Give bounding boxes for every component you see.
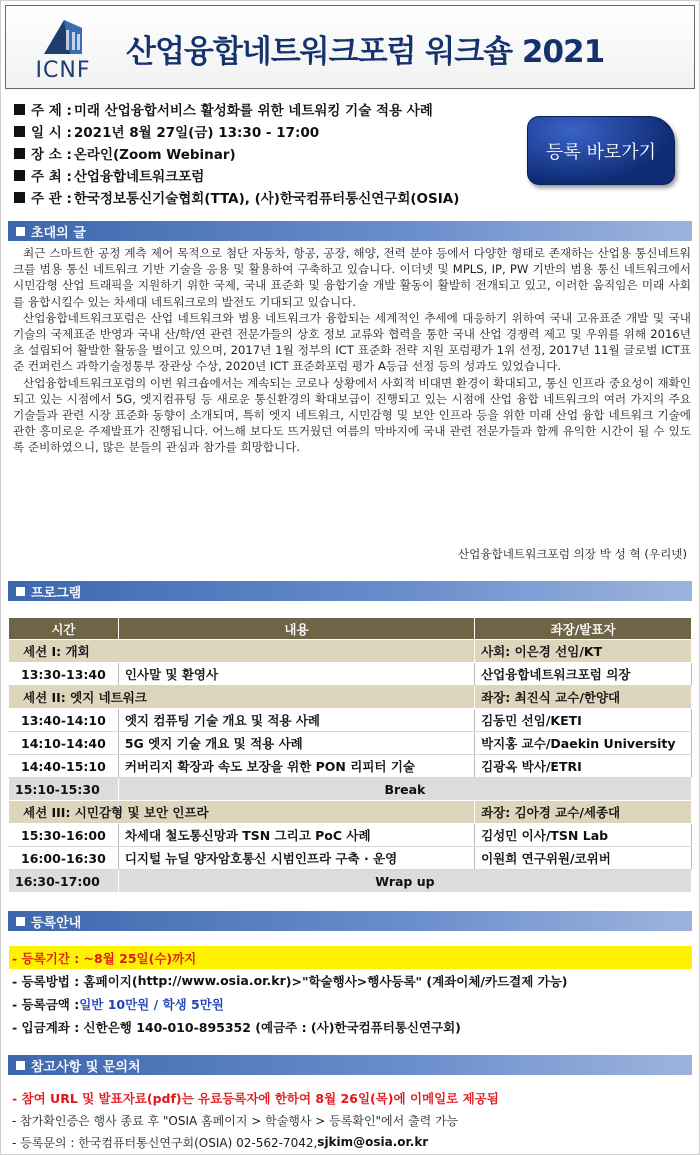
certificate-line: - 참가확인증은 행사 종료 후 "OSIA 홈페이지 > 학술행사 > 등록확인"에서 출력 가능: [12, 1113, 459, 1128]
table-row: [9, 755, 692, 778]
building-logo-icon: [24, 14, 102, 60]
row-content: 디지털 뉴딜 양자암호통신 시범인프라 구축 · 운영: [118, 847, 474, 870]
row-content: 5G 엣지 기술 개요 및 적용 사례: [118, 732, 474, 755]
logo-text: ICNF: [35, 58, 91, 83]
table-row-break: [9, 778, 692, 801]
row-speaker: 김성민 이사/TSN Lab: [475, 824, 692, 847]
header-content: 내용: [118, 618, 474, 640]
bullet-square-icon: [14, 104, 25, 115]
session-chair: 좌장: 최진식 교수/한양대: [475, 686, 692, 709]
info-host: 주 최 : 산업융합네트워크포럼: [14, 164, 524, 186]
session-title: 세션 II: 엣지 네트워크: [9, 686, 475, 709]
row-content: 인사말 및 환영사: [118, 663, 474, 686]
row-speaker: 이원희 연구위원/코위버: [475, 847, 692, 870]
bullet-square-icon: [16, 227, 25, 236]
header-banner: [5, 5, 695, 89]
event-info: [14, 98, 524, 208]
page-title: 산업융합네트워크포럼 워크숍 2021: [126, 34, 605, 70]
section-greeting: 초대의 글: [8, 221, 692, 241]
row-speaker: 김동민 선임/KETI: [475, 709, 692, 732]
register-button[interactable]: 등록 바로가기: [527, 116, 675, 185]
bullet-square-icon: [14, 126, 25, 137]
header-speaker: 좌장/발표자: [475, 618, 692, 640]
row-time: 14:10-14:40: [9, 732, 119, 755]
letter-signature: 산업융합네트워크포럼 의장 박 성 혁 (우리넷): [457, 547, 687, 561]
table-row: [9, 709, 692, 732]
table-row-session: [9, 801, 692, 824]
session-title: 세션 III: 시민감형 및 보안 인프라: [9, 801, 475, 824]
icnf-logo: [24, 14, 102, 84]
reference-info: [9, 1087, 692, 1153]
session-chair: 사회: 이은경 선임/KT: [475, 640, 692, 663]
bullet-square-icon: [16, 917, 25, 926]
notice-line: - 참여 URL 및 발표자료(pdf)는 유료등록자에 한하여 8월 26일(목)에 이메일로 제공됨: [12, 1091, 499, 1106]
row-break-label: Break: [118, 778, 691, 801]
row-time: 16:00-16:30: [9, 847, 119, 870]
row-content: 커버리지 확장과 속도 보장을 위한 PON 리피터 기술: [118, 755, 474, 778]
bullet-square-icon: [14, 148, 25, 159]
row-speaker: 박지홍 교수/Daekin University: [475, 732, 692, 755]
registration-info: [9, 946, 692, 1038]
bullet-square-icon: [16, 587, 25, 596]
homepage-link[interactable]: http://www.osia.or.kr: [137, 973, 286, 988]
info-organizer: 주 관 : 한국정보통신기술협회(TTA), (사)한국컴퓨터통신연구회(OSIA): [14, 186, 524, 208]
row-time: 13:30-13:40: [9, 663, 119, 686]
row-time: 15:10-15:30: [9, 778, 119, 801]
bullet-square-icon: [16, 1061, 25, 1070]
info-venue: 장 소 : 온라인(Zoom Webinar): [14, 142, 524, 164]
row-time: 14:40-15:10: [9, 755, 119, 778]
session-title: 세션 I: 개회: [9, 640, 475, 663]
registration-period: - 등록기간 : ~8월 25일(수)까지: [9, 946, 692, 969]
letter-paragraph: 최근 스마트한 공정 계측 제어 목적으로 첨단 자동차, 항공, 공장, 해양, 전력 분야 등에서 다양한 형태로 존재하는 산업용 통신네트워크를 범용 통신 네트워크 기반 기술을 응용 및 활용하여 구축하고 있습니다. 이더넷 및 MPLS, IP, PW 기반의 범용 통신 네트워크에서 시민감형 산업 트래픽을 지원하기 위한 국제, 국내 표준화 및 융합기술 개발 활동이 활발히 전개되고 있고, 이러한 움직임은 미래 사회를 융합시킬수 있는 차세대 네트워크로의 발전도 기대되고 있습니다.: [13, 246, 691, 309]
contact-email-link[interactable]: sjkim@osia.or.kr: [317, 1135, 429, 1149]
row-time: 13:40-14:10: [9, 709, 119, 732]
table-row-session: [9, 686, 692, 709]
session-chair: 좌장: 김아경 교수/세종대: [475, 801, 692, 824]
registration-method: - 등록방법 : 홈페이지( http://www.osia.or.kr )>"학술행사>행사등록" (계좌이체/카드결제 가능): [12, 973, 568, 989]
table-row: [9, 824, 692, 847]
row-wrapup-label: Wrap up: [118, 870, 691, 893]
letter-paragraph: 산업융합네트워크포럼은 산업 네트워크와 범용 네트워크가 융합되는 세계적인 추세에 대응하기 위하여 국내 고유표준 개발 및 국내 기술의 국제표준 반영과 국내 산/학/연 관련 전문가들의 상호 정보 교류와 협력을 통한 국내 산업 경쟁력 제고 및 우위를 위해 2016년 초 설립되어 활발한 활동을 벌이고 있으며, 2017년 1월 정부의 ICT 표준화 전략 지원 포럼평가 1위 선정, 2017년 11월 글로벌 ICT표준 컨퍼런스 과학기술정통부 장관상 수상, 2020년 ICT 표준화포럼 평가 A등급 선정 등의 성과도 있었습니다.: [13, 310, 691, 374]
table-row-session: [9, 640, 692, 663]
header-time: 시간: [9, 618, 119, 640]
bullet-square-icon: [14, 192, 25, 203]
fee-value: 일반 10만원 / 학생 5만원: [79, 996, 224, 1012]
table-header-row: [9, 618, 692, 640]
row-speaker: 김광옥 박사/ETRI: [475, 755, 692, 778]
registration-account: - 입금계좌 : 신한은행 140-010-895352 (예금주 : (사)한국컴퓨터통신연구회): [12, 1019, 461, 1035]
row-content: 엣지 컴퓨팅 기술 개요 및 적용 사례: [118, 709, 474, 732]
row-content: 차세대 철도통신망과 TSN 그리고 PoC 사례: [118, 824, 474, 847]
row-time: 16:30-17:00: [9, 870, 119, 893]
table-row: [9, 847, 692, 870]
table-row-wrapup: [9, 870, 692, 893]
letter-paragraph: 산업융합네트워크포럼의 이번 워크숍에서는 계속되는 코로나 상황에서 사회적 비대면 환경이 확대되고, 통신 인프라 중요성이 재확인되고 있는 시점에서 5G, 엣지컴퓨팅 등 새로운 통신환경의 확대보급이 진행되고 있는 시점에 산업 융합 네트워크의 여러 가지의 주요 기술들과 관련 시장 표준화 동향이 소개되며, 특히 엣지 네트워크, 시민감형 및 보안 인프라 등을 위한 미래 산업 융합 네트워크 기술에 관한 흥미로운 주제발표가 진행됩니다. 어느해 보다도 뜨거웠던 여름의 막바지에 국내 관련 전문가들과 함께 유익한 시간이 될 수 있도록 준비하였으니, 많은 분들의 관심과 참가를 희망합니다.: [13, 375, 691, 455]
contact-line: - 등록문의 : 한국컴퓨터통신연구회(OSIA) 02-562-7042, sjkim@osia.or.kr: [12, 1135, 429, 1150]
bullet-square-icon: [14, 170, 25, 181]
invitation-letter: [13, 245, 691, 456]
section-reference: 참고사항 및 문의처: [8, 1055, 692, 1075]
table-row: [9, 732, 692, 755]
row-time: 15:30-16:00: [9, 824, 119, 847]
row-speaker: 산업융합네트워크포럼 의장: [475, 663, 692, 686]
table-row: [9, 663, 692, 686]
registration-fee: - 등록금액 : 일반 10만원 / 학생 5만원: [12, 996, 224, 1012]
section-program: 프로그램: [8, 581, 692, 601]
info-datetime: 일 시 : 2021년 8월 27일(금) 13:30 - 17:00: [14, 120, 524, 142]
program-table: [8, 617, 692, 893]
info-topic: 주 제 : 미래 산업융합서비스 활성화를 위한 네트워킹 기술 적용 사례: [14, 98, 524, 120]
section-registration: 등록안내: [8, 911, 692, 931]
